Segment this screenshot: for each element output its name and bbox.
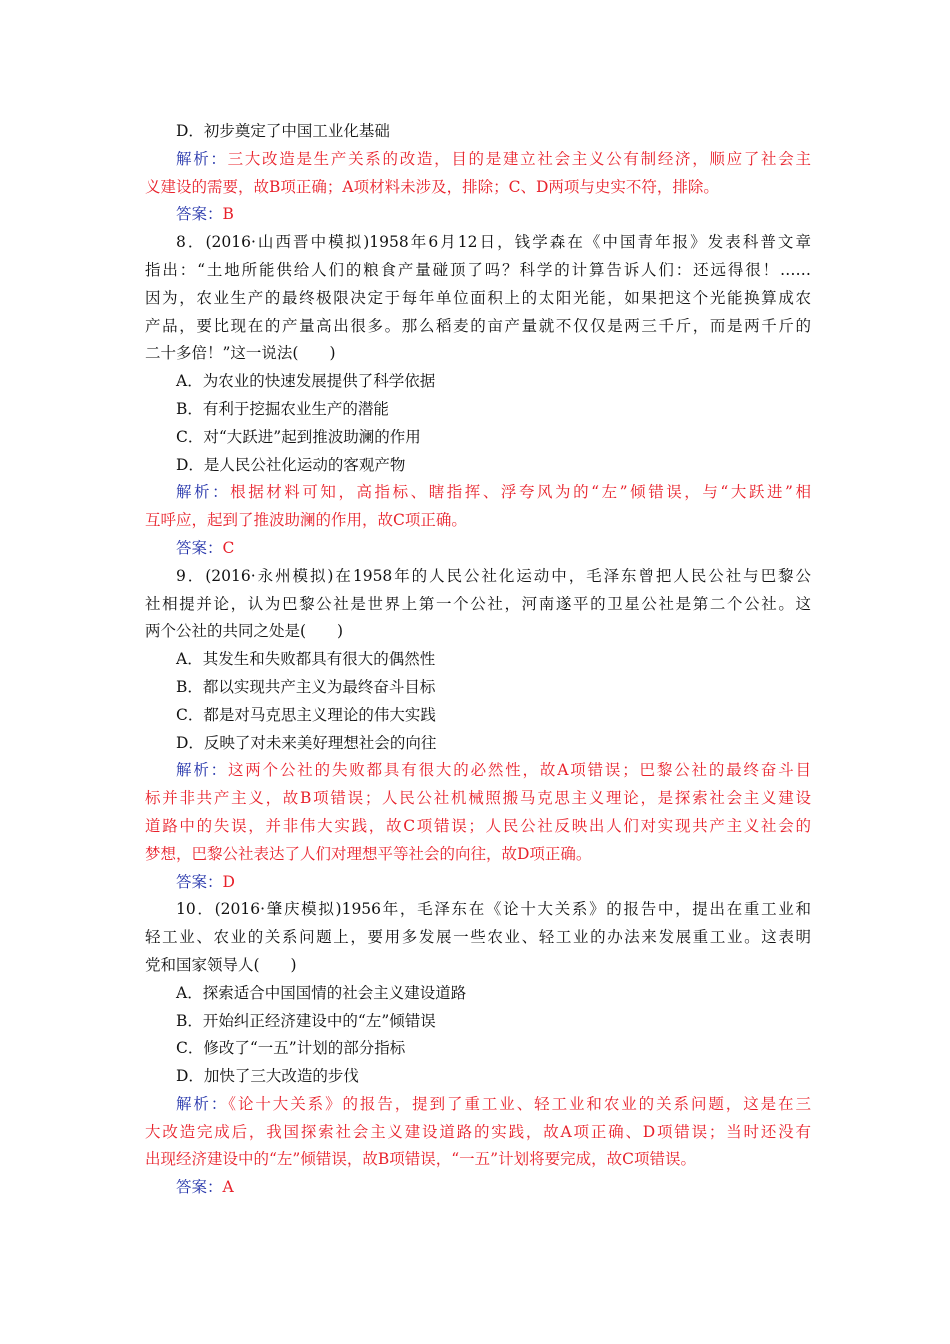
q9-option-d: D．反映了对未来美好理想社会的向往 <box>176 733 437 752</box>
q8-answer <box>145 535 811 563</box>
q9-option-c: C．都是对马克思主义理论的伟大实践 <box>176 705 436 724</box>
q8-analysis-line-2: 互呼应，起到了推波助澜的作用，故C项正确。 <box>145 511 467 530</box>
q8-stem-line-2: 指出：“土地所能供给人们的粮食产量碰顶了吗？科学的计算告诉人们：还远得很！…… <box>145 260 811 279</box>
q9-option-b: B．都以实现共产主义为最终奋斗目标 <box>176 677 436 696</box>
q8-stem-line-3: 因为，农业生产的最终极限决定于每年单位面积上的太阳光能，如果把这个光能换算成农 <box>145 288 811 307</box>
q10-option-b: B．开始纠正经济建设中的“左”倾错误 <box>176 1011 436 1030</box>
answer-value: D <box>222 872 235 891</box>
q8-option-a: A．为农业的快速发展提供了科学依据 <box>176 372 436 391</box>
q7-analysis-line-1: 解析：三大改造是生产关系的改造，目的是建立社会主义公有制经济，顺应了社会主 <box>176 149 811 168</box>
q8-stem-line-5: 二十多倍！”这一说法( ) <box>145 344 336 363</box>
q8-analysis-line-1: 解析：根据材料可知，高指标、瞎指挥、浮夸风为的“左”倾错误，与“大跃进”相 <box>176 483 811 502</box>
analysis-label: 解析： <box>176 1094 229 1113</box>
q10-answer <box>145 1174 811 1202</box>
q9-answer <box>145 869 811 897</box>
q9-stem-line-3: 两个公社的共同之处是( ) <box>145 622 344 641</box>
analysis-label: 解析： <box>176 149 228 168</box>
q7-option-d: D．初步奠定了中国工业化基础 <box>176 122 390 140</box>
q10-analysis-line-1: 解析：《论十大关系》的报告，提到了重工业、轻工业和农业的关系问题，这是在三 <box>176 1094 811 1113</box>
page-content <box>145 118 811 1202</box>
q9-analysis-line-1: 解析：这两个公社的失败都具有很大的必然性，故A项错误；巴黎公社的最终奋斗目 <box>176 761 811 780</box>
q8-option-b: B．有利于挖掘农业生产的潜能 <box>176 399 389 418</box>
q10-analysis-line-3: 出现经济建设中的“左”倾错误，故B项错误，“一五”计划将要完成，故C项错误。 <box>145 1150 696 1169</box>
q7-answer <box>145 201 811 229</box>
q10-analysis-line-2: 大改造完成后，我国探索社会主义建设道路的实践，故A项正确、D项错误；当时还没有 <box>145 1122 811 1141</box>
q8-stem-line-4: 产品，要比现在的产量高出很多。那么稻麦的亩产量就不仅仅是两三千斤，而是两千斤的 <box>145 316 811 335</box>
q9-analysis-line-4: 梦想，巴黎公社表达了人们对理想平等社会的向往，故D项正确。 <box>145 844 592 863</box>
answer-value: B <box>222 205 234 224</box>
answer-label: 答案： <box>176 538 223 557</box>
q7-analysis-line-2: 义建设的需要，故B项正确；A项材料未涉及，排除；C、D两项与史实不符，排除。 <box>145 177 719 196</box>
analysis-label: 解析： <box>176 483 231 502</box>
q9-analysis-line-3: 道路中的失误，并非伟大实践，故C项错误；人民公社反映出人们对实现共产主义社会的 <box>145 816 811 835</box>
q8-option-c: C．对“大跃进”起到推波助澜的作用 <box>176 427 421 446</box>
answer-label: 答案： <box>176 872 223 891</box>
q10-stem-line-1: 10．(2016·肇庆模拟)1956年，毛泽东在《论十大关系》的报告中，提出在重工业和 <box>176 900 811 919</box>
answer-value: A <box>222 1178 234 1197</box>
q10-option-d: D．加快了三大改造的步伐 <box>176 1067 359 1086</box>
q8-stem-line-1: 8．(2016·山西晋中模拟)1958年6月12日，钱学森在《中国青年报》发表科普文章 <box>176 233 811 252</box>
q10-option-c: C．修改了“一五”计划的部分指标 <box>176 1039 406 1058</box>
answer-label: 答案： <box>176 205 223 224</box>
q10-stem-line-2: 轻工业、农业的关系问题上，要用多发展一些农业、轻工业的办法来发展重工业。这表明 <box>145 928 811 947</box>
q9-stem-line-1: 9．(2016·永州模拟)在1958年的人民公社化运动中，毛泽东曾把人民公社与巴黎公 <box>176 566 811 585</box>
q10-stem-line-3: 党和国家领导人( ) <box>145 955 297 974</box>
q10-option-a: A．探索适合中国国情的社会主义建设道路 <box>176 983 467 1002</box>
analysis-label: 解析： <box>176 761 228 780</box>
answer-label: 答案： <box>176 1178 223 1197</box>
q9-stem-line-2: 社相提并论，认为巴黎公社是世界上第一个公社，河南遂平的卫星公社是第二个公社。这 <box>145 594 811 613</box>
q8-option-d: D．是人民公社化运动的客观产物 <box>176 455 406 474</box>
q9-option-a: A．其发生和失败都具有很大的偶然性 <box>176 650 436 669</box>
answer-value: C <box>222 538 235 557</box>
q9-analysis-line-2: 标并非共产主义，故B项错误；人民公社机械照搬马克思主义理论，是探索社会主义建设 <box>145 789 811 808</box>
